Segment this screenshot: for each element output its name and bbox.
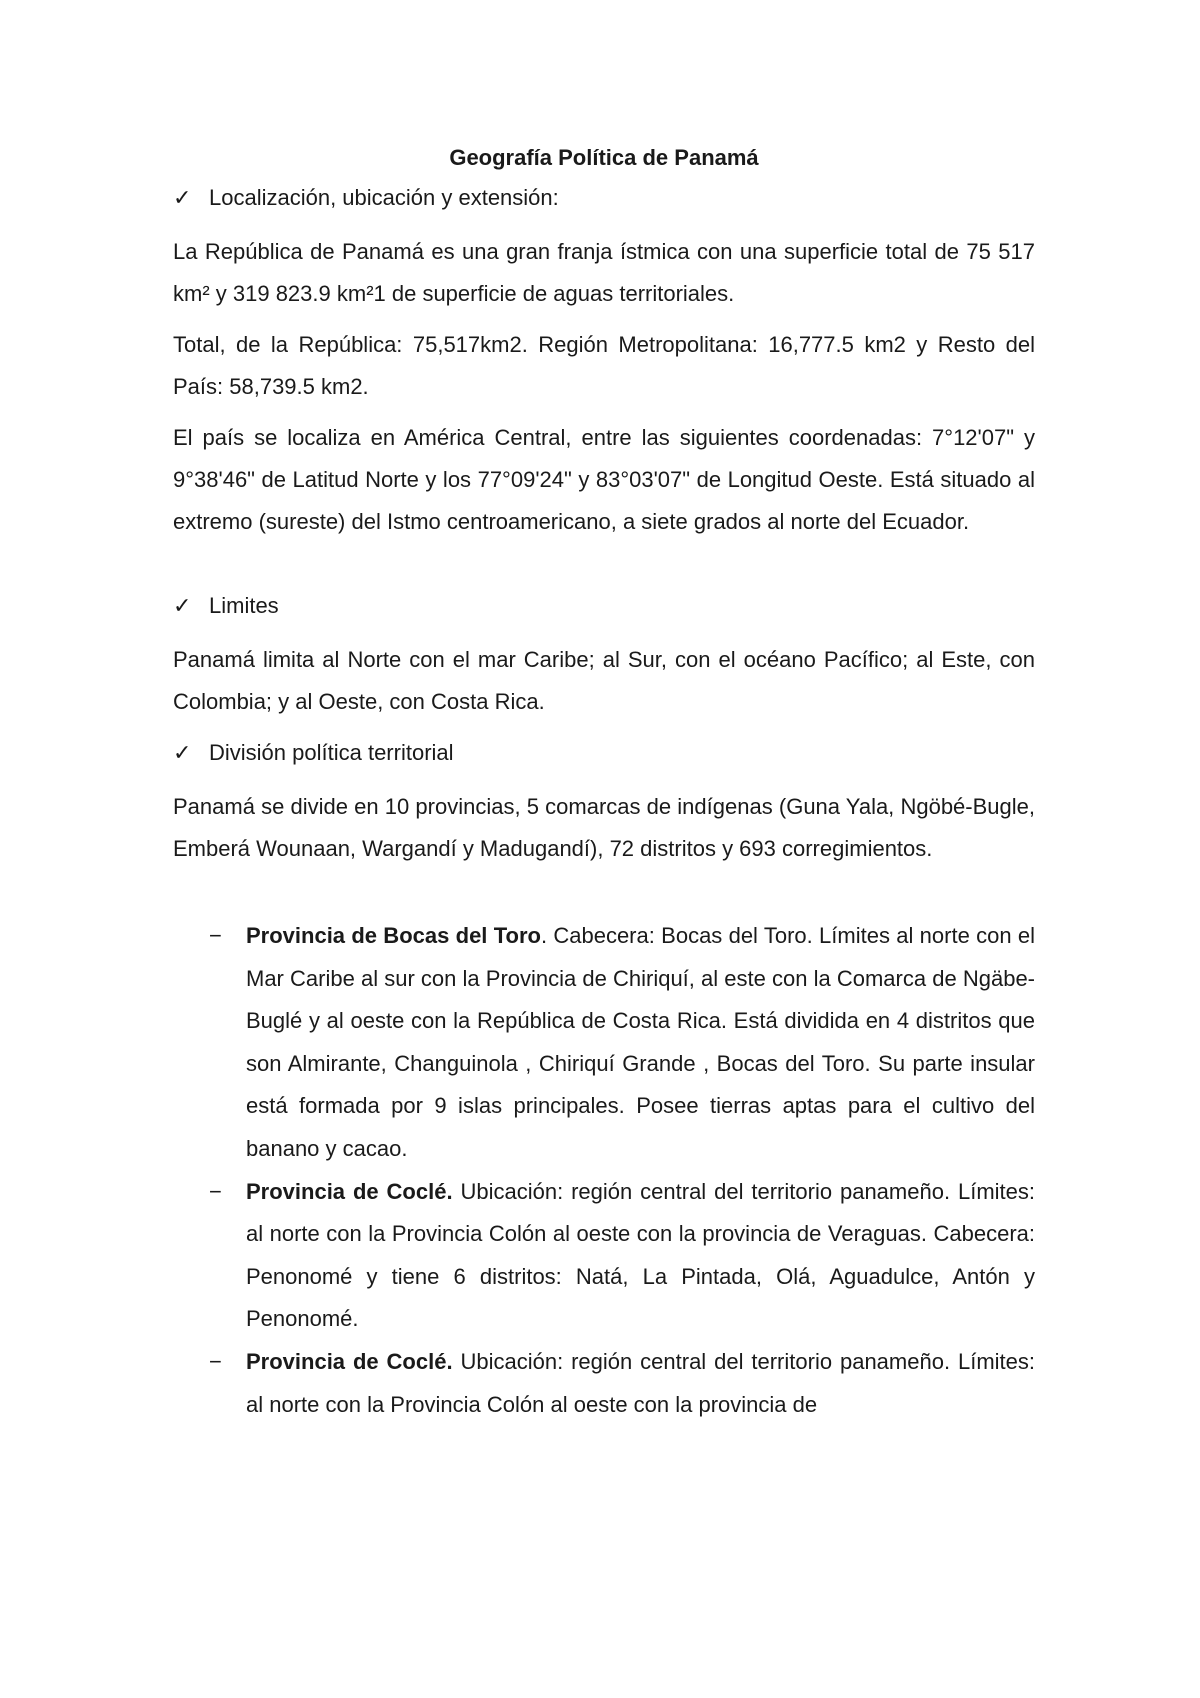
section-heading-division xyxy=(173,738,454,768)
section-heading-location xyxy=(173,183,559,213)
document-title: Geografía Política de Panamá xyxy=(449,145,759,170)
section-heading-text: Limites xyxy=(209,593,279,618)
paragraph-coordinates: El país se localiza en América Central, entre las siguientes coordenadas: 7°12'07" y 9°38'46" de Latitud Norte y los 77°09'24" y 83°03'07" de Longitud Oeste. Está situado al extremo (sureste) del Istmo centroamericano, a siete grados al norte del Ecuador. xyxy=(173,425,1035,534)
paragraph-division: Panamá se divide en 10 provincias, 5 comarcas de indígenas (Guna Yala, Ngöbé-Bugle, Emberá Wounaan, Wargandí y Madugandí), 72 distritos y 693 corregimientos. xyxy=(173,794,1035,861)
province-description: Ubicación: región central del territorio panameño. Límites: al norte con la Provincia Colón al oeste con la provincia de xyxy=(246,1348,1035,1417)
check-icon: ✓ xyxy=(173,740,192,765)
dash-bullet: − xyxy=(209,923,222,948)
check-icon: ✓ xyxy=(173,185,192,210)
list-item xyxy=(173,1171,1035,1341)
paragraph-totals: Total, de la República: 75,517km2. Región Metropolitana: 16,777.5 km2 y Resto del País: 58,739.5 km2. xyxy=(173,332,1035,399)
paragraph-surface: La República de Panamá es una gran franja ístmica con una superficie total de 75 517 km² y 319 823.9 km²1 de superficie de aguas territoriales. xyxy=(173,239,1035,306)
dash-bullet: − xyxy=(209,1178,222,1204)
check-icon: ✓ xyxy=(173,593,192,618)
section-heading-text: División política territorial xyxy=(209,740,454,765)
provinces-list xyxy=(173,915,1035,1426)
paragraph-limits: Panamá limita al Norte con el mar Caribe; al Sur, con el océano Pacífico; al Este, con Colombia; y al Oeste, con Costa Rica. xyxy=(173,647,1035,714)
list-item xyxy=(173,915,1035,1171)
section-heading-text: Localización, ubicación y extensión: xyxy=(209,185,559,210)
province-name: Provincia de Bocas del Toro xyxy=(246,923,541,948)
dash-bullet: − xyxy=(209,1348,222,1374)
section-heading-limits xyxy=(173,591,279,621)
province-name: Provincia de Coclé. xyxy=(246,1178,453,1204)
list-item xyxy=(173,1341,1035,1426)
province-description: . Cabecera: Bocas del Toro. Límites al norte con el Mar Caribe al sur con la Provincia de Chiriquí, al este con la Comarca de Ngäbe-Buglé y al oeste con la República de Costa Rica. Está dividida en 4 distritos que son Almirante, Changuinola , Chiriquí Grande , Bocas del Toro. Su parte insular está formada por 9 islas principales. Posee tierras aptas para el cultivo del banano y cacao. xyxy=(246,923,1035,1161)
province-description: Ubicación: región central del territorio panameño. Límites: al norte con la Provincia Colón al oeste con la provincia de Veraguas. Cabecera: Penonomé y tiene 6 distritos: Natá, La Pintada, Olá, Aguadulce, Antón y Penonomé. xyxy=(246,1178,1035,1332)
province-name: Provincia de Coclé. xyxy=(246,1348,453,1374)
